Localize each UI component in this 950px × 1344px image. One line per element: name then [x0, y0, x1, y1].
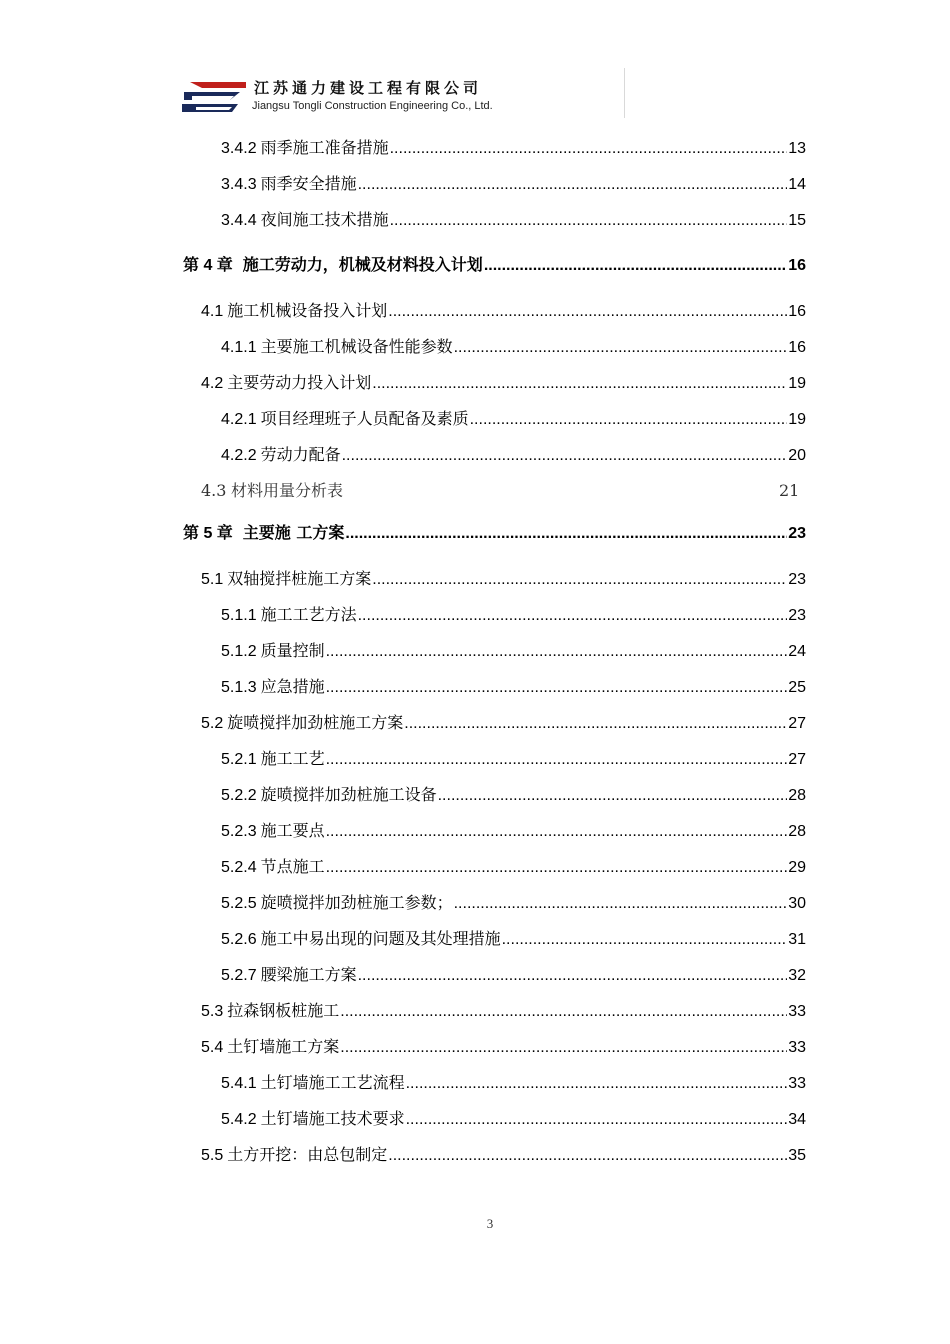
toc-page-number: 19 [788, 375, 806, 392]
toc-page-number: 29 [788, 859, 806, 876]
toc-entry-5-2-4[interactable] [221, 855, 806, 879]
toc-number: 4.2 [201, 375, 224, 392]
toc-number: 5.2.4 [221, 859, 257, 876]
toc-number: 5.2.1 [221, 751, 257, 768]
toc-number: 第 4 章 [183, 257, 233, 274]
toc-label: 土钉墙施工方案 [227, 1037, 340, 1056]
toc-number: 5.2 [201, 715, 224, 732]
toc-page-number: 32 [788, 967, 806, 984]
toc-label: 土钉墙施工技术要求 [260, 1109, 405, 1128]
toc-entry-5-3[interactable] [201, 999, 806, 1023]
toc-label: 施工中易出现的问题及其处理措施 [260, 929, 501, 948]
toc-entry-5-1-1[interactable] [221, 603, 806, 627]
toc-entry-5-4-2[interactable] [221, 1107, 806, 1131]
toc-page-number: 15 [788, 212, 806, 229]
page-number: 3 [486, 1216, 494, 1231]
toc-label: 雨季安全措施 [260, 174, 357, 193]
toc-leader-dots [326, 748, 788, 772]
toc-entry-5-2-1[interactable] [221, 747, 806, 771]
toc-label: 雨季施工准备措施 [260, 138, 389, 157]
toc-entry-4-3-number: 4.3 [201, 481, 227, 500]
toc-page-number: 25 [788, 679, 806, 696]
toc-leader-dots [406, 1072, 788, 1096]
toc-leader-dots [372, 568, 787, 592]
toc-page-number: 33 [788, 1075, 806, 1092]
toc-label: 腰梁施工方案 [260, 965, 357, 984]
toc-page-number: 34 [788, 1111, 806, 1128]
toc-number: 5.4.2 [221, 1111, 257, 1128]
toc-page-number: 28 [788, 823, 806, 840]
toc-leader-dots [358, 964, 788, 988]
toc-page-number: 23 [788, 607, 806, 624]
toc-entry-4-2-2[interactable] [221, 443, 806, 467]
toc-entry-4-1-1[interactable] [221, 335, 806, 359]
toc-label: 质量控制 [260, 641, 325, 660]
toc-number: 5.1.3 [221, 679, 257, 696]
company-name-en: Jiangsu Tongli Construction Engineering Co., Ltd. [252, 100, 493, 112]
toc-leader-dots [484, 254, 787, 278]
company-logo [182, 78, 246, 116]
toc-number: 3.4.2 [221, 140, 257, 157]
toc-number: 4.1.1 [221, 339, 257, 356]
toc-leader-dots [388, 1144, 787, 1168]
toc-leader-dots [326, 820, 788, 844]
toc-entry-4-3-label: 材料用量分析表 [231, 481, 344, 500]
toc-leader-dots [502, 928, 788, 952]
toc-chapter-4[interactable] [183, 253, 806, 277]
toc-entry-5-1-2[interactable] [221, 639, 806, 663]
toc-label: 主要施工机械设备性能参数 [260, 337, 453, 356]
toc-number: 4.2.2 [221, 447, 257, 464]
toc-leader-dots [340, 1036, 787, 1060]
toc-label: 主要劳动力投入计划 [227, 373, 372, 392]
toc-number: 5.2.7 [221, 967, 257, 984]
toc-page-number: 23 [788, 571, 806, 588]
toc-leader-dots [438, 784, 788, 808]
toc-label: 施工机械设备投入计划 [227, 301, 388, 320]
toc-number: 第 5 章 [183, 525, 233, 542]
toc-leader-dots [340, 1000, 787, 1024]
header-divider [624, 68, 625, 118]
toc-entry-5-2-3[interactable] [221, 819, 806, 843]
toc-label: 拉森钢板桩施工 [227, 1001, 340, 1020]
toc-leader-dots [342, 444, 788, 468]
toc-entry-5-2-7[interactable] [221, 963, 806, 987]
toc-leader-dots [372, 372, 787, 396]
toc-leader-dots [454, 892, 788, 916]
toc-leader-dots [345, 522, 787, 546]
toc-page-number: 24 [788, 643, 806, 660]
toc-number: 5.4.1 [221, 1075, 257, 1092]
toc-label: 节点施工 [260, 857, 325, 876]
toc-page-number: 16 [788, 303, 806, 320]
toc-label: 施工劳动力，机械及材料投入计划 [242, 255, 483, 274]
toc-leader-dots [454, 336, 788, 360]
toc-label: 夜间施工技术措施 [260, 210, 389, 229]
page-header [178, 68, 626, 118]
toc-leader-dots [404, 712, 787, 736]
toc-page-number: 16 [788, 257, 806, 274]
toc-entry-3-4-3[interactable] [221, 172, 806, 196]
toc-entry-4-3-page: 21 [779, 481, 800, 500]
toc-page-number: 33 [788, 1039, 806, 1056]
toc-entry-5-5[interactable] [201, 1143, 806, 1167]
toc-page-number: 27 [788, 751, 806, 768]
toc-label: 旋喷搅拌加劲桩施工设备 [260, 785, 437, 804]
toc-entry-3-4-2[interactable] [221, 136, 806, 160]
toc-entry-5-2[interactable] [201, 711, 806, 735]
toc-leader-dots [358, 173, 788, 197]
toc-number: 5.5 [201, 1147, 224, 1164]
toc-entry-5-1-3[interactable] [221, 675, 806, 699]
toc-label: 主要施 工方案 [242, 523, 345, 542]
toc-number: 5.2.2 [221, 787, 257, 804]
toc-number: 5.2.6 [221, 931, 257, 948]
company-name-cn: 江苏通力建设工程有限公司 [254, 79, 483, 97]
toc-number: 5.4 [201, 1039, 224, 1056]
toc-entry-5-1[interactable] [201, 567, 806, 591]
toc-number: 5.2.3 [221, 823, 257, 840]
toc-leader-dots [390, 209, 788, 233]
toc-label: 土方开挖：由总包制定 [227, 1145, 388, 1164]
toc-page-number: 30 [788, 895, 806, 912]
toc-number: 5.1.1 [221, 607, 257, 624]
toc-leader-dots [388, 300, 787, 324]
toc-label: 旋喷搅拌加劲桩施工方案 [227, 713, 404, 732]
toc-page-number: 19 [788, 411, 806, 428]
toc-number: 3.4.4 [221, 212, 257, 229]
toc-leader-dots [326, 856, 788, 880]
toc-page-number: 28 [788, 787, 806, 804]
toc-page-number: 31 [788, 931, 806, 948]
toc-number: 3.4.3 [221, 176, 257, 193]
toc-entry-5-2-2[interactable] [221, 783, 806, 807]
toc-page-number: 13 [788, 140, 806, 157]
toc-label: 施工工艺 [260, 749, 325, 768]
toc-chapter-5[interactable] [183, 521, 806, 545]
toc-label: 劳动力配备 [260, 445, 341, 464]
toc-number: 5.1 [201, 571, 224, 588]
toc-page-number: 20 [788, 447, 806, 464]
toc-number: 4.1 [201, 303, 224, 320]
toc-label: 应急措施 [260, 677, 325, 696]
toc-page-number: 33 [788, 1003, 806, 1020]
toc-leader-dots [326, 676, 788, 700]
toc-entry-5-2-5[interactable] [221, 891, 806, 915]
toc-label: 施工工艺方法 [260, 605, 357, 624]
toc-page-number: 23 [788, 525, 806, 542]
toc-number: 5.2.5 [221, 895, 257, 912]
toc-label: 双轴搅拌桩施工方案 [227, 569, 372, 588]
toc-entry-3-4-4[interactable] [221, 208, 806, 232]
toc-label: 土钉墙施工工艺流程 [260, 1073, 405, 1092]
toc-number: 5.3 [201, 1003, 224, 1020]
toc-entry-4-2-1[interactable] [221, 407, 806, 431]
toc-page-number: 27 [788, 715, 806, 732]
toc-label: 旋喷搅拌加劲桩施工参数； [260, 893, 453, 912]
toc-leader-dots [326, 640, 788, 664]
toc-entry-4-1[interactable] [201, 299, 806, 323]
toc-entry-5-4-1[interactable] [221, 1071, 806, 1095]
toc-leader-dots [390, 137, 788, 161]
toc-entry-4-2[interactable] [201, 371, 806, 395]
toc-number: 5.1.2 [221, 643, 257, 660]
toc-page-number: 16 [788, 339, 806, 356]
toc-label: 施工要点 [260, 821, 325, 840]
toc-leader-dots [470, 408, 788, 432]
toc-page-number: 14 [788, 176, 806, 193]
toc-page-number: 35 [788, 1147, 806, 1164]
toc-leader-dots [406, 1108, 788, 1132]
toc-number: 4.2.1 [221, 411, 257, 428]
toc-label: 项目经理班子人员配备及素质 [260, 409, 469, 428]
toc-entry-5-2-6[interactable] [221, 927, 806, 951]
toc-entry-5-4[interactable] [201, 1035, 806, 1059]
toc-leader-dots [358, 604, 788, 628]
